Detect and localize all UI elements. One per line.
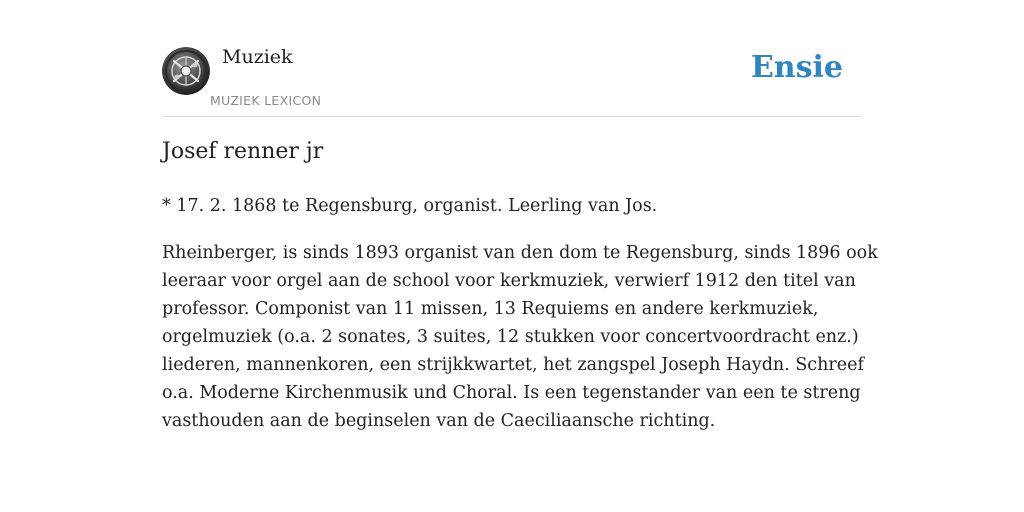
body-line: vasthouden aan de beginselen van de Caeciliaansche richting. <box>162 411 716 431</box>
page-header <box>162 0 862 117</box>
entry-title: Josef renner jr <box>162 139 324 164</box>
body-line: leeraar voor orgel aan de school voor kerkmuziek, verwierf 1912 den titel van <box>162 271 856 291</box>
body-line: Rheinberger, is sinds 1893 organist van den dom te Regensburg, sinds 1896 ook <box>162 243 878 263</box>
source-name-link[interactable]: Muziek <box>222 46 293 68</box>
body-line: orgelmuziek (o.a. 2 sonates, 3 suites, 12 stukken voor concertvoordracht enz.) <box>162 327 859 347</box>
body-line: professor. Componist van 11 missen, 13 Requiems en andere kerkmuziek, <box>162 299 819 319</box>
source-subtitle: MUZIEK LEXICON <box>210 93 322 108</box>
brand-logo-link[interactable]: Ensie <box>750 50 843 85</box>
entry-body <box>162 239 878 435</box>
entry-intro: * 17. 2. 1868 te Regensburg, organist. Leerling van Jos. <box>162 196 658 216</box>
body-line: liederen, mannenkoren, een strijkkwartet, het zangspel Joseph Haydn. Schreef <box>162 355 864 375</box>
music-lexicon-emblem-icon <box>162 47 210 95</box>
body-line: o.a. Moderne Kirchenmusik und Choral. Is een tegenstander van een te streng <box>162 383 861 403</box>
source-avatar[interactable] <box>162 47 210 95</box>
